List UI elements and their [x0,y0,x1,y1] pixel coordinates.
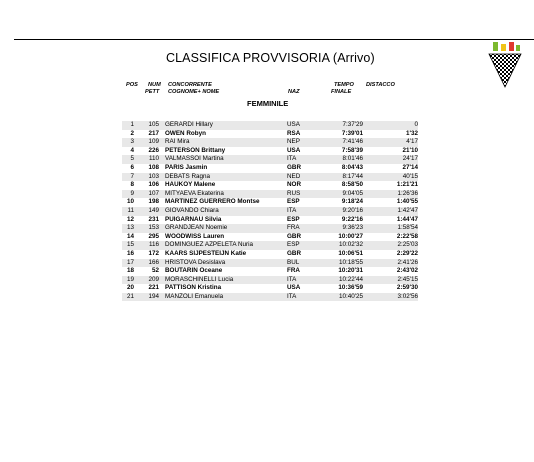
final-time-cell: 9:36'23 [327,224,363,233]
results-table [122,121,418,301]
time-gap-cell: 1:44'47 [396,215,418,223]
bib-number-cell: 221 [148,284,159,292]
table-row [122,224,418,233]
final-time-cell: 7:39'01 [341,129,363,137]
final-time-cell: 9:22'16 [341,215,363,223]
time-gap-cell: 0 [363,121,418,130]
bib-number-cell: 226 [148,146,159,154]
time-gap-cell: 3:02'56 [363,293,418,302]
final-time-cell: 10:18'55 [327,259,363,268]
athlete-name-cell: HAUKOY Malene [165,181,216,189]
table-row [122,207,418,216]
athlete-name-cell: PATTISON Kristina [165,284,222,292]
nation-cell: ESP [287,198,300,206]
time-gap-cell: 2:59'30 [396,284,418,292]
athlete-name-cell: BOUTARIN Oceane [165,267,223,275]
col-header-pos: POS [126,82,138,88]
position-cell: 11 [122,207,134,216]
table-row [122,147,418,156]
time-gap-cell: 40'15 [363,173,418,182]
time-gap-cell: 27'14 [402,163,418,171]
final-time-cell: 8:58'50 [341,181,363,189]
nation-cell: ESP [287,241,327,250]
time-gap-cell: 1:42'47 [363,207,418,216]
time-gap-cell: 2:25'03 [363,241,418,250]
bib-number-cell: 110 [134,155,159,164]
final-time-cell: 10:02'32 [327,241,363,250]
nation-cell: USA [287,284,301,292]
final-time-cell: 9:04'05 [327,190,363,199]
time-gap-cell: 1:40'55 [396,198,418,206]
final-time-cell: 8:17'44 [327,173,363,182]
nation-cell: NOR [287,181,301,189]
time-gap-cell: 1:26'36 [363,190,418,199]
table-row [122,276,418,285]
athlete-name-cell: MITYAEVA Ekaterina [165,190,287,199]
final-time-cell: 7:41'46 [327,138,363,147]
nation-cell: NED [287,173,327,182]
col-header-naz: NAZ [288,89,300,95]
bib-number-cell: 109 [134,138,159,147]
table-row [122,138,418,147]
table-row [122,267,418,276]
bib-number-cell: 105 [134,121,159,130]
final-time-cell: 7:37'29 [327,121,363,130]
nation-cell: USA [287,121,327,130]
nation-cell: ITA [287,155,327,164]
time-gap-cell: 2:22'58 [396,232,418,240]
bib-number-cell: 217 [148,129,159,137]
final-time-cell: 10:40'25 [327,293,363,302]
table-row [122,190,418,199]
table-row [122,259,418,268]
athlete-name-cell: RAI Mira [165,138,287,147]
position-cell: 6 [130,163,134,171]
athlete-name-cell: MARTINEZ GUERRERO Montse [165,198,260,206]
position-cell: 2 [130,129,134,137]
nation-cell: USA [287,146,301,154]
bib-number-cell: 194 [134,293,159,302]
position-cell: 9 [122,190,134,199]
final-time-cell: 10:36'59 [338,284,363,292]
position-cell: 5 [122,155,134,164]
position-cell: 18 [126,267,134,275]
bib-number-cell: 106 [148,181,159,189]
table-row [122,121,418,130]
position-cell: 13 [122,224,134,233]
time-gap-cell: 24'17 [363,155,418,164]
athlete-name-cell: PUIGARNAU Silvia [165,215,222,223]
athlete-name-cell: WOODWISS Lauren [165,232,225,240]
section-title: FEMMINILE [247,99,289,108]
time-gap-cell: 2:41'26 [363,259,418,268]
nation-cell: FRA [287,224,327,233]
athlete-name-cell: KAARS SIJPESTEIJN Katie [165,249,247,257]
table-row [122,181,418,190]
nation-cell: RSA [287,129,301,137]
position-cell: 10 [126,198,134,206]
bib-number-cell: 172 [148,249,159,257]
position-cell: 17 [122,259,134,268]
table-row [122,130,418,139]
nation-cell: ITA [287,293,327,302]
athlete-name-cell: GRANDJEAN Noemie [165,224,287,233]
athlete-name-cell: PETERSON Brittany [165,146,226,154]
position-cell: 15 [122,241,134,250]
col-header-tempo: TEMPO [334,82,354,88]
final-time-cell: 9:18'24 [341,198,363,206]
col-header-concorrente: CONCORRENTE [168,82,212,88]
position-cell: 1 [122,121,134,130]
bib-number-cell: 108 [148,163,159,171]
col-header-finale: FINALE [331,89,352,95]
athlete-name-cell: OWEN Robyn [165,129,206,137]
final-time-cell: 7:58'39 [341,146,363,154]
table-row [122,293,418,302]
bib-number-cell: 153 [134,224,159,233]
bib-number-cell: 198 [148,198,159,206]
checkered-v-logo [488,41,522,89]
time-gap-cell: 21'10 [402,146,418,154]
table-row [122,284,418,293]
bib-number-cell: 116 [134,241,159,250]
position-cell: 12 [126,215,134,223]
table-row [122,164,418,173]
time-gap-cell: 2:45'15 [363,276,418,285]
bib-number-cell: 231 [148,215,159,223]
nation-cell: NEP [287,138,327,147]
final-time-cell: 10:00'27 [338,232,363,240]
time-gap-cell: 1'32 [405,129,418,137]
position-cell: 21 [122,293,134,302]
position-cell: 19 [122,276,134,285]
time-gap-cell: 1:58'54 [363,224,418,233]
nation-cell: ITA [287,207,327,216]
time-gap-cell: 2:43'02 [396,267,418,275]
bib-number-cell: 52 [151,267,159,275]
time-gap-cell: 4'17 [363,138,418,147]
final-time-cell: 8:04'43 [341,163,363,171]
athlete-name-cell: GIOVANDO Chiara [165,207,287,216]
page-title: CLASSIFICA PROVVISORIA (Arrivo) [166,51,375,65]
table-row [122,233,418,242]
table-row [122,216,418,225]
position-cell: 7 [122,173,134,182]
athlete-name-cell: PARIS Jasmin [165,163,208,171]
bib-number-cell: 209 [134,276,159,285]
table-row [122,250,418,259]
bib-number-cell: 149 [134,207,159,216]
nation-cell: FRA [287,267,300,275]
col-header-pett: PETT [145,89,160,95]
nation-cell: GBR [287,163,301,171]
athlete-name-cell: GERARDI Hillary [165,121,287,130]
table-row [122,173,418,182]
table-row [122,198,418,207]
bib-number-cell: 107 [134,190,159,199]
position-cell: 16 [126,249,134,257]
athlete-name-cell: VALMASSOI Martina [165,155,287,164]
position-cell: 20 [126,284,134,292]
nation-cell: ITA [287,276,327,285]
col-header-distacco: DISTACCO [366,82,395,88]
bib-number-cell: 103 [134,173,159,182]
col-header-num: NUM [148,82,161,88]
time-gap-cell: 2:29'22 [396,249,418,257]
col-header-cognome-nome: COGNOME+ NOME [168,89,220,95]
position-cell: 3 [122,138,134,147]
table-row [122,155,418,164]
final-time-cell: 10:22'44 [327,276,363,285]
header-rule [14,39,534,40]
position-cell: 4 [130,146,134,154]
position-cell: 14 [126,232,134,240]
nation-cell: RUS [287,190,327,199]
nation-cell: GBR [287,232,301,240]
nation-cell: BUL [287,259,327,268]
nation-cell: GBR [287,249,301,257]
final-time-cell: 10:06'51 [338,249,363,257]
time-gap-cell: 1:21'21 [396,181,418,189]
table-row [122,241,418,250]
final-time-cell: 9:20'16 [327,207,363,216]
athlete-name-cell: DEBATS Ragna [165,173,287,182]
final-time-cell: 8:01'46 [327,155,363,164]
bib-number-cell: 295 [148,232,159,240]
athlete-name-cell: HRISTOVA Desislava [165,259,287,268]
nation-cell: ESP [287,215,300,223]
bib-number-cell: 166 [134,259,159,268]
athlete-name-cell: MORASCHINELLI Lucia [165,276,287,285]
athlete-name-cell: MANZOLI Emanuela [165,293,287,302]
athlete-name-cell: DOMINGUEZ AZPELETA Nuria [165,241,287,250]
final-time-cell: 10:20'31 [338,267,363,275]
position-cell: 8 [130,181,134,189]
